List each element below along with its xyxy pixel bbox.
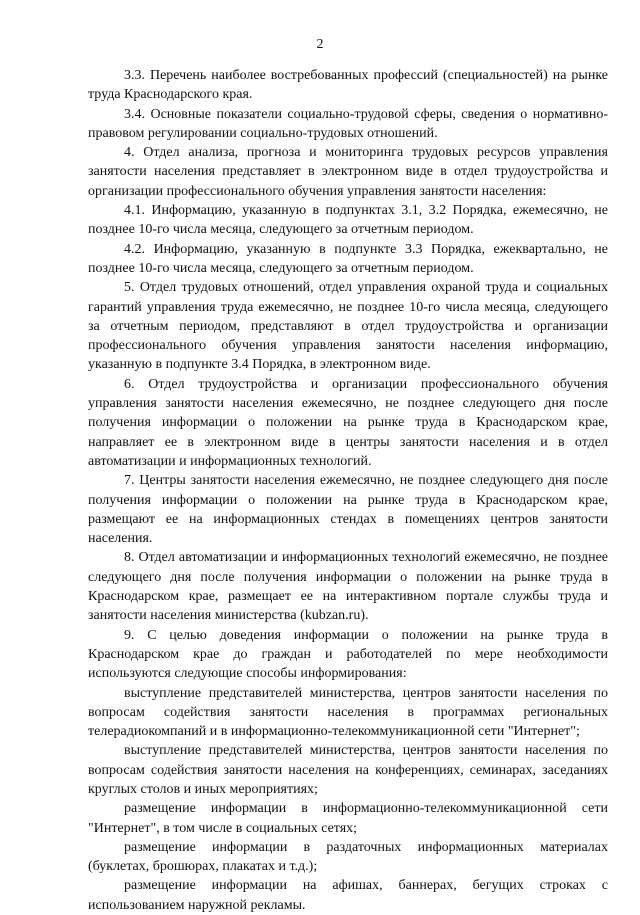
paragraph-3-4: 3.4. Основные показатели социально-трудовой сферы, сведения о нормативно-правовом регулировании социально-трудовых отношений. (88, 106, 608, 141)
paragraph-4-1: 4.1. Информацию, указанную в подпунктах 3.1, 3.2 Порядка, ежемесячно, не позднее 10-го числа месяца, следующего за отчетным периодом. (88, 203, 608, 238)
list-item-internet: размещение информации в информационно-телекоммуникационной сети "Интернет", в том числе в социальных сетях; (88, 801, 608, 836)
document-body (88, 66, 608, 915)
list-item-handouts: размещение информации в раздаточных информационных материалах (буклетах, брошюрах, плакатах и т.д.); (88, 839, 608, 875)
page-number: 2 (316, 37, 324, 52)
list-item-conferences: выступление представителей министерства, центров занятости населения по вопросам содействия занятости населения на конференциях, семинарах, заседаниях круглых столов и иных мероприятиях; (88, 743, 608, 797)
paragraph-5: 5. Отдел трудовых отношений, отдел управления охраной труда и социальных гарантий управления труда ежемесячно, не позднее 10-го числа месяца, следующего за отчетным периодом, представляют в отдел трудоустройства и организации профессионального обучения управления занятости населения информацию, указанную в подпункте 3.4 Порядка, в электронном виде. (88, 280, 608, 373)
paragraph-3-3: 3.3. Перечень наиболее востребованных профессий (специальностей) на рынке труда Краснодарского края. (88, 68, 608, 103)
list-item-tv-radio: выступление представителей министерства, центров занятости населения по вопросам содействия занятости населения в программах региональных телерадиокомпаний и в информационно-телекоммуникационной сети "Интернет"; (88, 685, 608, 740)
list-item-outdoor-ads: размещение информации на афишах, баннерах, бегущих строках с использованием наружной рекламы. (88, 878, 608, 913)
paragraph-6: 6. Отдел трудоустройства и организации профессионального обучения управления занятости населения ежемесячно, не позднее следующего дня после получения информации о положении на рынке труда в Краснодарском крае, направляет ее в электронном виде в центры занятости населения и в отдел автоматизации и информационных технологий. (88, 376, 608, 469)
paragraph-8: 8. Отдел автоматизации и информационных технологий ежемесячно, не позднее следующего дня после получения информации о положении на рынке труда в Краснодарском крае, размещает ее на интерактивном портале службы труда и занятости населения министерства (kubzan.ru). (88, 550, 608, 624)
paragraph-4-2: 4.2. Информацию, указанную в подпункте 3.3 Порядка, ежеквартально, не позднее 10-го числа месяца, следующего за отчетным периодом. (88, 241, 608, 276)
paragraph-9: 9. С целью доведения информации о положении на рынке труда в Краснодарском крае до граждан и работодателей по мере необходимости используются следующие способы информирования: (88, 627, 608, 682)
paragraph-7: 7. Центры занятости населения ежемесячно, не позднее следующего дня после получения информации о положении на рынке труда в Краснодарском крае, размещают ее на информационных стендах в помещениях центров занятости населения. (88, 473, 608, 547)
paragraph-4: 4. Отдел анализа, прогноза и мониторинга трудовых ресурсов управления занятости населения представляет в электронном виде в отдел трудоустройства и организации профессионального обучения управления занятости населения: (88, 145, 608, 199)
